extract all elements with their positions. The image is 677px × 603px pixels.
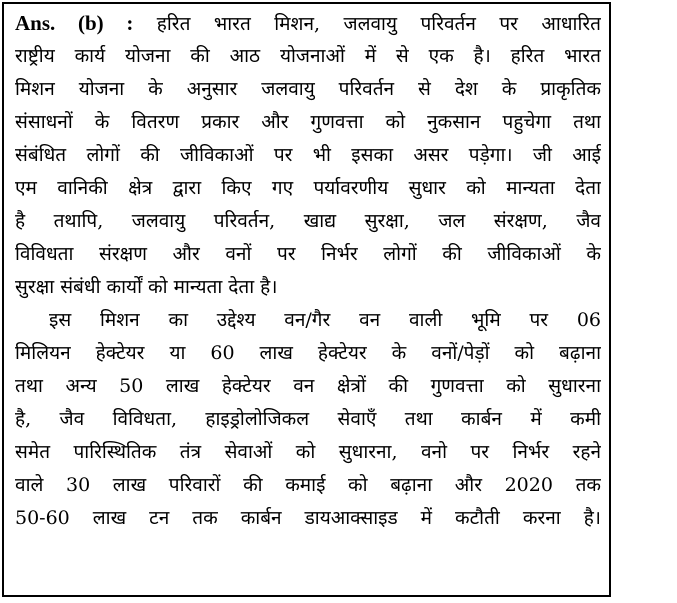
paragraph-2-line-3: तथा अन्य 50 लाख हेक्टेयर वन क्षेत्रों की गुणवत्ता को सुधारना bbox=[15, 375, 601, 397]
paragraph-2-line-4: है, जैव विविधता, हाइड्रोलोजिकल सेवाएँ तथा कार्बन में कमी bbox=[15, 408, 601, 430]
paragraph-2-line-2: मिलियन हेक्टेयर या 60 लाख हेक्टेयर के वनों/पेड़ों को बढ़ाना bbox=[15, 342, 601, 364]
paragraph-1-line-9: सुरक्षा संबंधी कार्यों को मान्यता देता है। bbox=[15, 276, 278, 298]
paragraph-1-line-7: है तथापि, जलवायु परिवर्तन, खाद्य सुरक्षा, जल संरक्षण, जैव bbox=[15, 210, 601, 232]
paragraph-1-line-8: विविधता संरक्षण और वनों पर निर्भर लोगों की जीविकाओं के bbox=[15, 243, 601, 265]
paragraph-1-line-6: एम वानिकी क्षेत्र द्वारा किए गए पर्यावरणीय सुधार को मान्यता देता bbox=[15, 177, 601, 199]
paragraph-2-line-6: वाले 30 लाख परिवारों की कमाई को बढ़ाना और 2020 तक bbox=[15, 474, 601, 496]
paragraph-1-line-5: संबंधित लोगों की जीविकाओं पर भी इसका असर पड़ेगा। जी आई bbox=[15, 144, 601, 166]
paragraph-1-line-1 bbox=[15, 7, 601, 40]
paragraph-2 bbox=[15, 304, 601, 535]
answer-label: Ans. (b) : bbox=[15, 11, 134, 35]
paragraph-1-first-line-text: हरित भारत मिशन, जलवायु परिवर्तन पर आधारित bbox=[156, 13, 601, 35]
paragraph-2-line-5: समेत पारिस्थितिक तंत्र सेवाओं को सुधारना, वनो पर निर्भर रहने bbox=[15, 441, 601, 463]
paragraph-1-line-2: राष्ट्रीय कार्य योजना की आठ योजनाओं में से एक है। हरित भारत bbox=[15, 45, 601, 67]
paragraph-1-line-3: मिशन योजना के अनुसार जलवायु परिवर्तन से देश के प्राकृतिक bbox=[15, 78, 601, 100]
paragraph-1-line-4: संसाधनों के वितरण प्रकार और गुणवत्ता को नुकसान पहुचेगा तथा bbox=[15, 111, 601, 133]
paragraph-2-line-7: 50-60 लाख टन तक कार्बन डायआक्साइड में कटौती करना है। bbox=[15, 507, 601, 529]
answer-box bbox=[2, 2, 611, 597]
paragraph-1 bbox=[15, 7, 601, 304]
paragraph-2-line-1: इस मिशन का उद्देश्य वन/गैर वन वाली भूमि पर 06 bbox=[49, 309, 601, 331]
